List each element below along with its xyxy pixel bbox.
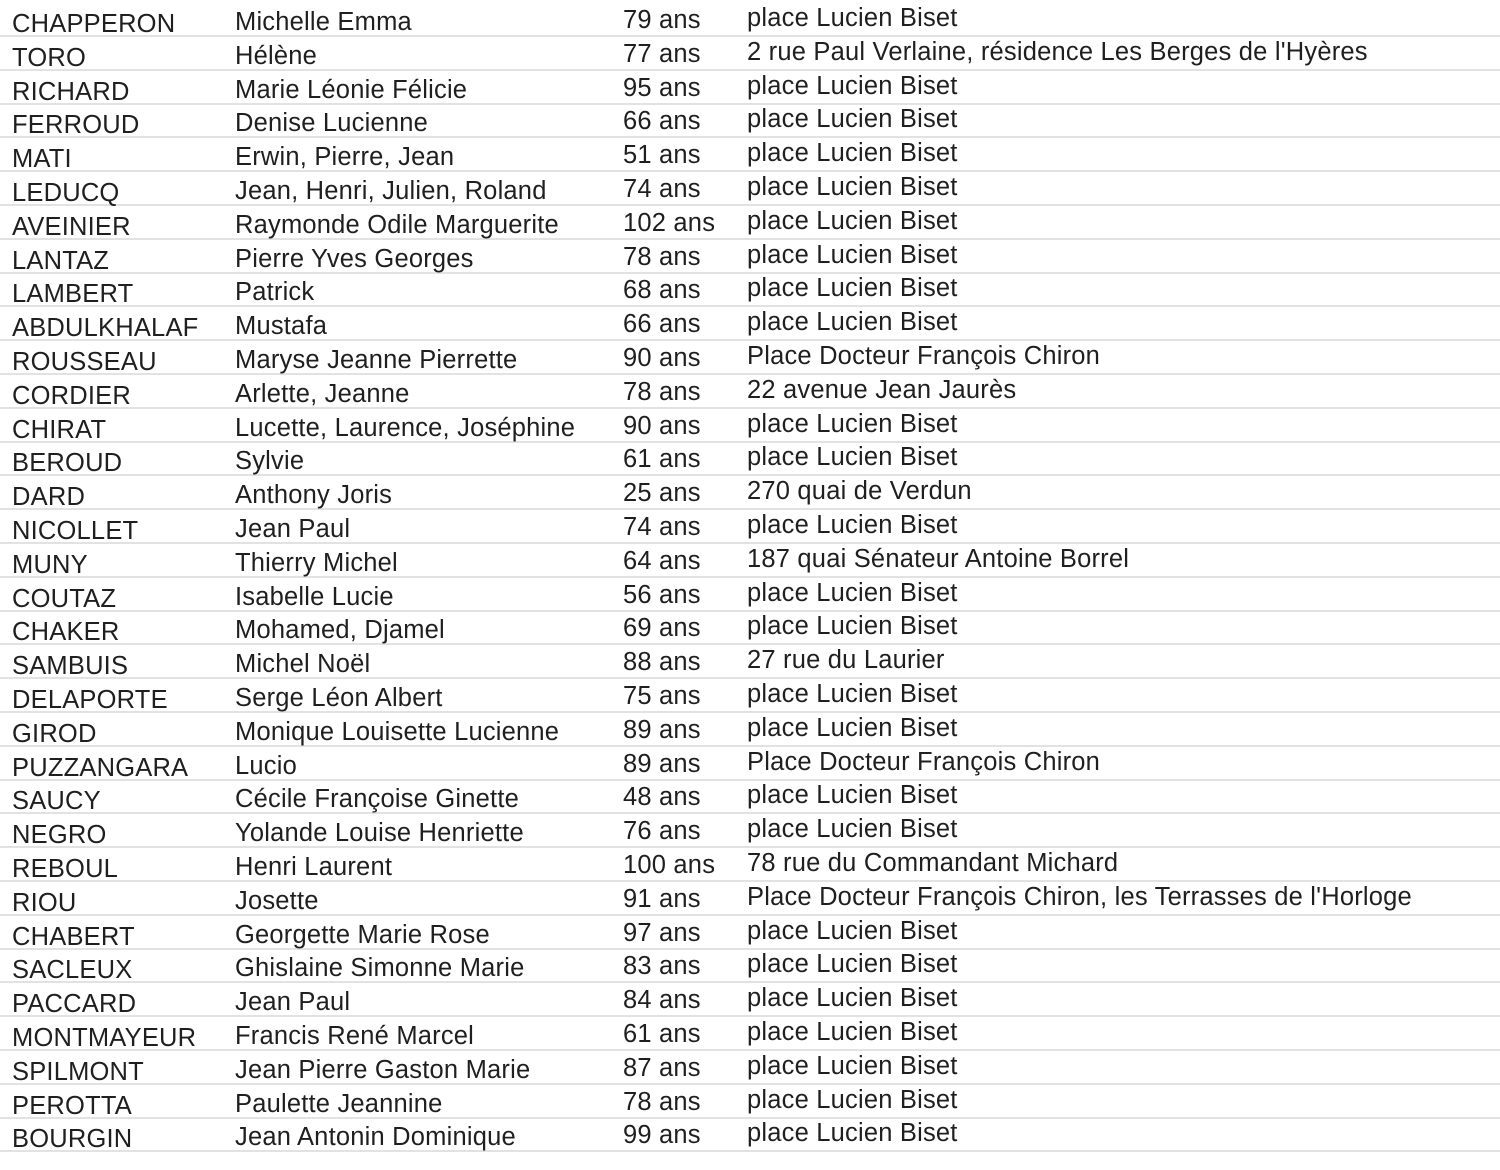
address: place Lucien Biset (747, 409, 958, 438)
address: 2 rue Paul Verlaine, résidence Les Berges de l'Hyères (747, 37, 1368, 66)
address: 27 rue du Laurier (747, 646, 945, 675)
first-names: Lucette, Laurence, Joséphine (235, 413, 576, 442)
last-name: BEROUD (12, 449, 123, 478)
last-name: MATI (12, 145, 72, 174)
age: 66 ans (623, 310, 701, 339)
last-name: BOURGIN (12, 1125, 133, 1154)
age: 74 ans (623, 513, 701, 541)
last-name: CORDIER (12, 381, 131, 410)
address: place Lucien Biset (747, 173, 958, 201)
first-names: Michel Noël (235, 650, 371, 679)
address: place Lucien Biset (747, 950, 958, 979)
age: 77 ans (623, 39, 701, 68)
age: 51 ans (623, 141, 701, 170)
address: place Lucien Biset (747, 274, 958, 303)
age: 89 ans (623, 749, 701, 778)
record-row (0, 949, 1500, 983)
address: 187 quai Sénateur Antoine Borrel (747, 544, 1130, 573)
address: place Lucien Biset (747, 713, 958, 742)
age: 64 ans (623, 546, 701, 575)
first-names: Jean Antonin Dominique (235, 1123, 516, 1152)
first-names: Francis René Marcel (235, 1022, 475, 1050)
first-names: Thierry Michel (235, 548, 398, 577)
record-row (0, 273, 1500, 307)
age: 78 ans (623, 1087, 701, 1116)
last-name: COUTAZ (12, 584, 117, 613)
age: 56 ans (623, 580, 701, 609)
record-row (0, 645, 1500, 679)
first-names: Denise Lucienne (235, 109, 428, 138)
last-name: SAUCY (12, 787, 101, 816)
first-names: Anthony Joris (235, 481, 393, 510)
address: Place Docteur François Chiron, les Terrasses de l'Horloge (747, 882, 1412, 911)
address: place Lucien Biset (747, 240, 958, 269)
first-names: Jean Paul (235, 988, 351, 1017)
record-row (0, 780, 1500, 814)
address: place Lucien Biset (747, 612, 958, 641)
first-names: Arlette, Jeanne (235, 379, 410, 408)
first-names: Jean, Henri, Julien, Roland (235, 177, 547, 205)
record-row (0, 1051, 1500, 1085)
record-row (0, 409, 1500, 443)
first-names: Jean Paul (235, 515, 351, 543)
last-name: ROUSSEAU (12, 348, 157, 376)
last-name: PACCARD (12, 990, 137, 1019)
last-name: RICHARD (12, 77, 130, 106)
record-row (0, 882, 1500, 916)
record-row (0, 848, 1500, 882)
address: place Lucien Biset (747, 1051, 958, 1080)
age: 78 ans (623, 242, 701, 271)
last-name: AVEINIER (12, 212, 131, 241)
address: place Lucien Biset (747, 4, 958, 32)
address: place Lucien Biset (747, 139, 958, 168)
last-name: CHIRAT (12, 415, 107, 444)
first-names: Mohamed, Djamel (235, 616, 445, 645)
record-row (0, 71, 1500, 105)
first-names: Marie Léonie Félicie (235, 75, 468, 104)
record-row (0, 578, 1500, 612)
first-names: Erwin, Pierre, Jean (235, 143, 455, 172)
address: place Lucien Biset (747, 308, 958, 337)
record-row (0, 138, 1500, 172)
age: 97 ans (623, 918, 701, 947)
age: 95 ans (623, 73, 701, 102)
last-name: FERROUD (12, 111, 140, 140)
last-name: CHAKER (12, 618, 120, 647)
last-name: DARD (12, 483, 86, 512)
address: place Lucien Biset (747, 511, 958, 539)
last-name: CHABERT (12, 922, 135, 951)
address: 22 avenue Jean Jaurès (747, 375, 1017, 404)
age: 78 ans (623, 377, 701, 406)
address: place Lucien Biset (747, 1085, 958, 1114)
address: 78 rue du Commandant Michard (747, 849, 1119, 877)
record-row (0, 476, 1500, 510)
address: place Lucien Biset (747, 680, 958, 708)
age: 79 ans (623, 6, 701, 34)
last-name: PUZZANGARA (12, 753, 189, 782)
record-row (0, 104, 1500, 138)
first-names: Serge Léon Albert (235, 684, 443, 712)
record-row (0, 37, 1500, 71)
age: 25 ans (623, 479, 701, 508)
first-names: Sylvie (235, 447, 305, 476)
address: place Lucien Biset (747, 105, 958, 134)
age: 66 ans (623, 107, 701, 136)
address: place Lucien Biset (747, 815, 958, 844)
record-row (0, 544, 1500, 578)
last-name: SPILMONT (12, 1057, 144, 1086)
address: place Lucien Biset (747, 1119, 958, 1148)
first-names: Georgette Marie Rose (235, 920, 490, 949)
record-row (0, 206, 1500, 240)
address: place Lucien Biset (747, 1018, 958, 1046)
record-row (0, 341, 1500, 375)
first-names: Ghislaine Simonne Marie (235, 954, 525, 983)
last-name: GIROD (12, 719, 97, 748)
last-name: LANTAZ (12, 246, 110, 275)
age: 90 ans (623, 344, 701, 372)
first-names: Pierre Yves Georges (235, 244, 474, 273)
last-name: DELAPORTE (12, 686, 168, 714)
record-row (0, 1017, 1500, 1051)
record-row (0, 983, 1500, 1017)
record-row (0, 1085, 1500, 1119)
first-names: Yolande Louise Henriette (235, 819, 524, 848)
first-names: Maryse Jeanne Pierrette (235, 346, 518, 374)
record-row (0, 307, 1500, 341)
last-name: TORO (12, 43, 87, 72)
last-name: LAMBERT (12, 280, 134, 309)
age: 61 ans (623, 445, 701, 474)
last-name: PEROTTA (12, 1091, 132, 1120)
first-names: Hélène (235, 41, 318, 70)
first-names: Michelle Emma (235, 8, 412, 36)
age: 88 ans (623, 648, 701, 677)
first-names: Monique Louisette Lucienne (235, 717, 560, 746)
age: 48 ans (623, 783, 701, 812)
age: 102 ans (623, 208, 716, 237)
first-names: Patrick (235, 278, 315, 307)
record-row (0, 3, 1500, 37)
last-name: SACLEUX (12, 956, 133, 985)
first-names: Raymonde Odile Marguerite (235, 210, 559, 239)
age: 84 ans (623, 986, 701, 1015)
address: Place Docteur François Chiron (747, 342, 1101, 370)
address: place Lucien Biset (747, 984, 958, 1013)
last-name: NICOLLET (12, 517, 139, 545)
age: 100 ans (623, 851, 716, 879)
address: place Lucien Biset (747, 781, 958, 810)
age: 99 ans (623, 1121, 701, 1150)
age: 87 ans (623, 1053, 701, 1082)
record-row (0, 611, 1500, 645)
record-row (0, 713, 1500, 747)
last-name: SAMBUIS (12, 652, 129, 681)
address: Place Docteur François Chiron (747, 747, 1101, 776)
address: place Lucien Biset (747, 916, 958, 945)
last-name: LEDUCQ (12, 179, 120, 207)
first-names: Josette (235, 886, 319, 915)
age: 91 ans (623, 884, 701, 913)
record-row (0, 679, 1500, 713)
age: 61 ans (623, 1020, 701, 1048)
age: 76 ans (623, 817, 701, 846)
age: 90 ans (623, 411, 701, 440)
age: 83 ans (623, 952, 701, 981)
record-row (0, 747, 1500, 781)
age: 89 ans (623, 715, 701, 744)
address: place Lucien Biset (747, 578, 958, 607)
first-names: Isabelle Lucie (235, 582, 394, 611)
last-name: REBOUL (12, 855, 119, 883)
record-row (0, 510, 1500, 544)
age: 68 ans (623, 276, 701, 305)
first-names: Henri Laurent (235, 853, 393, 881)
age: 69 ans (623, 614, 701, 643)
first-names: Jean Pierre Gaston Marie (235, 1055, 531, 1084)
address: place Lucien Biset (747, 71, 958, 100)
age: 74 ans (623, 175, 701, 203)
last-name: NEGRO (12, 821, 107, 850)
first-names: Mustafa (235, 312, 328, 341)
record-row (0, 442, 1500, 476)
record-row (0, 240, 1500, 274)
address: 270 quai de Verdun (747, 477, 972, 506)
first-names: Lucio (235, 751, 297, 780)
first-names: Cécile Françoise Ginette (235, 785, 520, 814)
last-name: CHAPPERON (12, 10, 176, 38)
address: place Lucien Biset (747, 443, 958, 472)
last-name: ABDULKHALAF (12, 314, 199, 343)
last-name: MONTMAYEUR (12, 1024, 197, 1052)
first-names: Paulette Jeannine (235, 1089, 443, 1118)
record-row (0, 375, 1500, 409)
age: 75 ans (623, 682, 701, 710)
record-row (0, 1118, 1500, 1152)
last-name: RIOU (12, 888, 77, 917)
record-row (0, 172, 1500, 206)
last-name: MUNY (12, 550, 88, 579)
address: place Lucien Biset (747, 206, 958, 235)
record-row (0, 916, 1500, 950)
record-row (0, 814, 1500, 848)
